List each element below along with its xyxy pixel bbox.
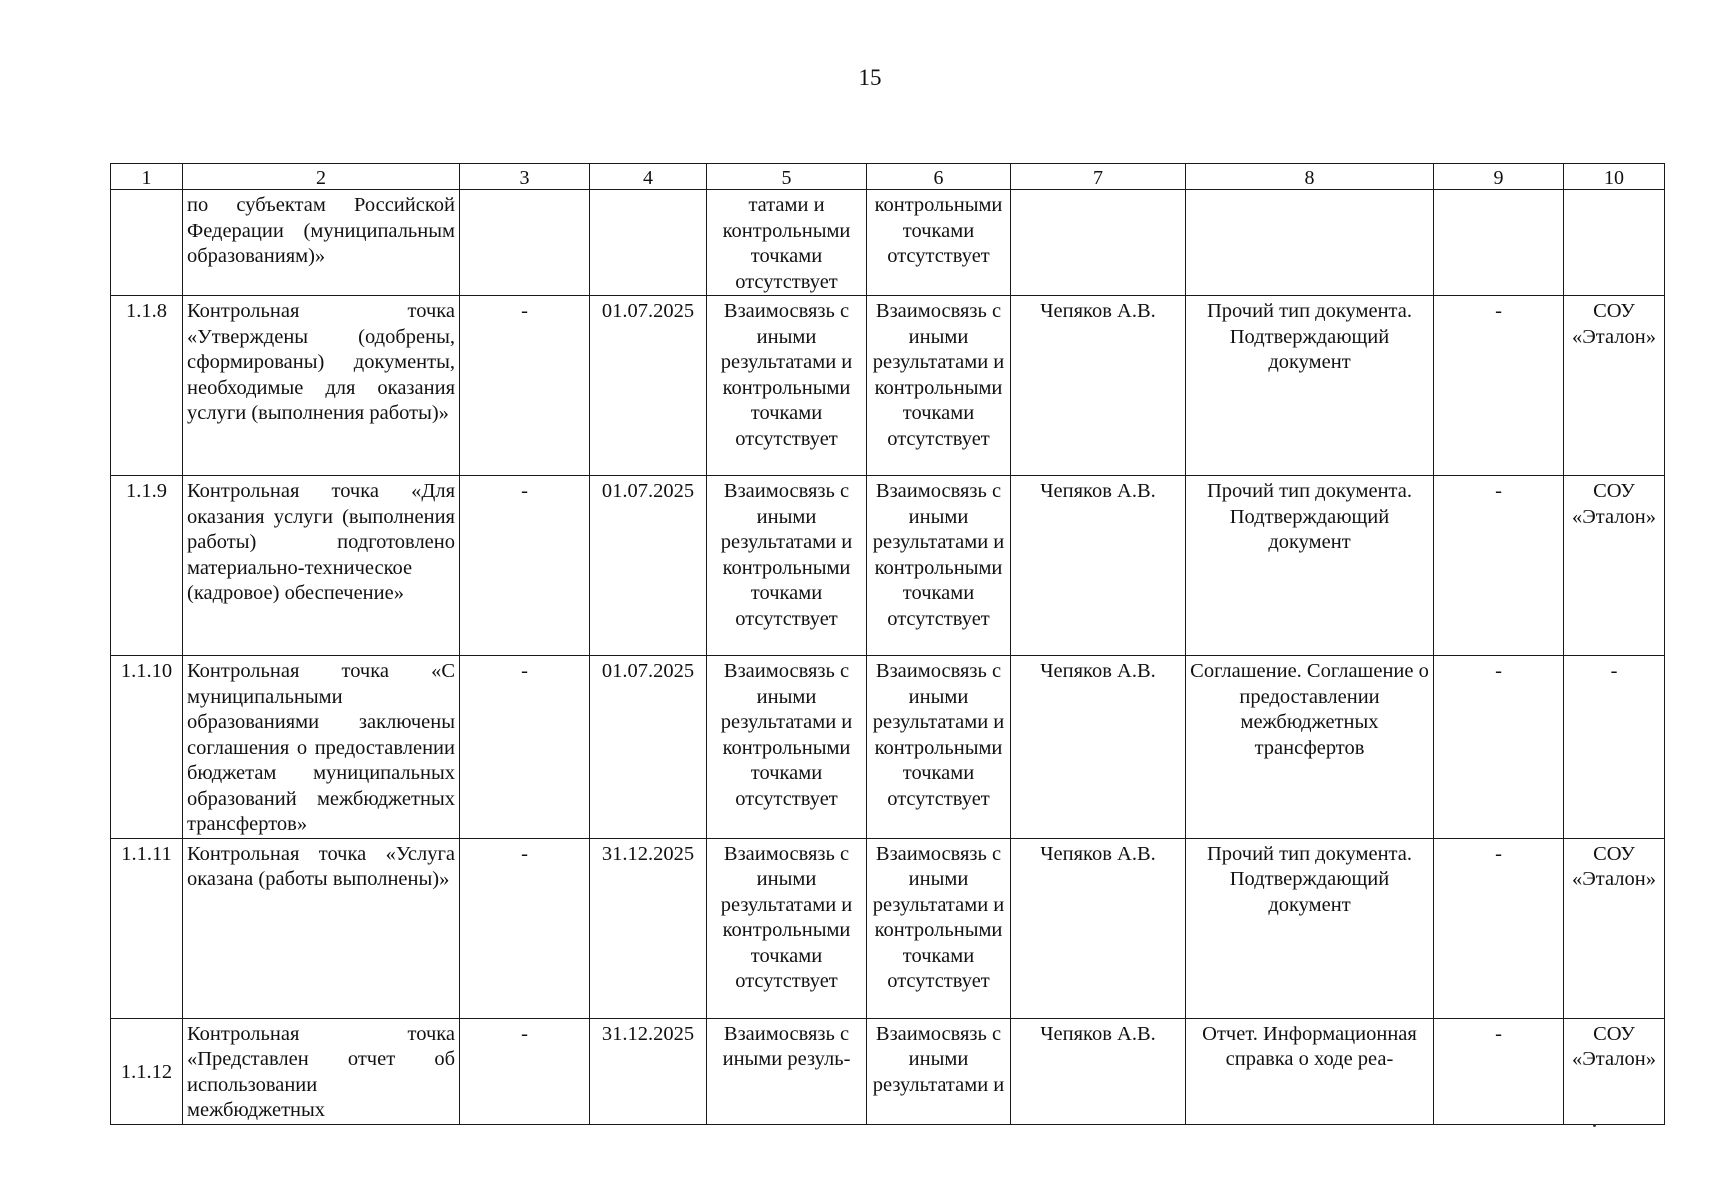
row-number: 1.1.10 [111,656,183,839]
column-5-value: Взаимосвязь с иными результатами и контрольными точками отсутствует [707,838,867,1018]
document-type [1186,190,1434,296]
checkpoint-name: Контрольная точка «С муниципальными образованиями заключены соглашения о предоставлении бюджетам муниципальных образований межбюджетных трансфертов» [183,656,460,839]
column-9-value [1434,190,1564,296]
information-system: - [1564,656,1665,839]
due-date: 01.07.2025 [590,656,707,839]
document-type: Отчет. Информационная справка о ходе реа- [1186,1018,1434,1124]
responsible-person: Чепяков А.В. [1011,656,1186,839]
document-type: Прочий тип документа. Подтверждающий документ [1186,476,1434,656]
plan-table [110,163,1665,1125]
due-date [590,190,707,296]
column-number-header: 9 [1434,164,1564,190]
column-5-value: Взаимосвязь с иными результатами и контрольными точками отсутствует [707,656,867,839]
column-5-value: Взаимосвязь с иными результатами и контрольными точками отсутствует [707,296,867,476]
column-9-value: - [1434,838,1564,1018]
table-header-row [111,164,1665,190]
column-number-header: 1 [111,164,183,190]
column-number-header: 8 [1186,164,1434,190]
column-6-value: контрольными точками отсутствует [867,190,1011,296]
document-type: Прочий тип документа. Подтверждающий документ [1186,838,1434,1018]
column-5-value: Взаимосвязь с иными результатами и контрольными точками отсутствует [707,476,867,656]
column-9-value: - [1434,656,1564,839]
table-row [111,296,1665,476]
responsible-person: Чепяков А.В. [1011,476,1186,656]
column-6-value: Взаимосвязь с иными результатами и контрольными точками отсутствует [867,656,1011,839]
row-number: 1.1.9 [111,476,183,656]
information-system: СОУ «Эталон» [1564,296,1665,476]
information-system: СОУ «Эталон» [1564,476,1665,656]
document-type: Прочий тип документа. Подтверждающий документ [1186,296,1434,476]
row-number: 1.1.11 [111,838,183,1018]
column-number-header: 4 [590,164,707,190]
column-5-value: татами и контрольными точками отсутствует [707,190,867,296]
checkpoint-name: Контрольная точка «Для оказания услуги (выполнения работы) подготовлено материально-техническое (кадровое) обеспечение» [183,476,460,656]
column-9-value: - [1434,296,1564,476]
column-9-value: - [1434,1018,1564,1124]
scan-dot-mark [1593,1124,1596,1127]
column-number-header: 10 [1564,164,1665,190]
column-3-value: - [460,1018,590,1124]
column-3-value: - [460,296,590,476]
information-system: СОУ «Эталон» [1564,838,1665,1018]
checkpoint-name: Контрольная точка «Представлен отчет об использовании межбюджетных [183,1018,460,1124]
due-date: 01.07.2025 [590,476,707,656]
table-row [111,476,1665,656]
table-row [111,1018,1665,1124]
column-6-value: Взаимосвязь с иными результатами и контрольными точками отсутствует [867,476,1011,656]
column-number-header: 6 [867,164,1011,190]
document-type: Соглашение. Соглашение о предоставлении межбюджетных трансфертов [1186,656,1434,839]
checkpoint-name: по субъектам Российской Федерации (муниципальным образованиям)» [183,190,460,296]
column-3-value: - [460,838,590,1018]
checkpoint-name: Контрольная точка «Утверждены (одобрены, сформированы) документы, необходимые для оказания услуги (выполнения работы)» [183,296,460,476]
column-number-header: 7 [1011,164,1186,190]
responsible-person: Чепяков А.В. [1011,296,1186,476]
column-3-value: - [460,656,590,839]
column-number-header: 3 [460,164,590,190]
column-5-value: Взаимосвязь с иными резуль- [707,1018,867,1124]
information-system [1564,190,1665,296]
due-date: 01.07.2025 [590,296,707,476]
checkpoint-name: Контрольная точка «Услуга оказана (работы выполнены)» [183,838,460,1018]
table-row [111,656,1665,839]
table-row [111,838,1665,1018]
page-number: 15 [858,65,882,90]
table-row [111,190,1665,296]
responsible-person: Чепяков А.В. [1011,1018,1186,1124]
due-date: 31.12.2025 [590,838,707,1018]
column-6-value: Взаимосвязь с иными результатами и контрольными точками отсутствует [867,838,1011,1018]
column-6-value: Взаимосвязь с иными результатами и контрольными точками отсутствует [867,296,1011,476]
column-number-header: 5 [707,164,867,190]
column-number-header: 2 [183,164,460,190]
row-number: 1.1.8 [111,296,183,476]
responsible-person [1011,190,1186,296]
information-system: СОУ «Эталон» [1564,1018,1665,1124]
row-number: 1.1.12 [111,1018,183,1124]
column-3-value [460,190,590,296]
column-6-value: Взаимосвязь с иными результатами и [867,1018,1011,1124]
column-9-value: - [1434,476,1564,656]
due-date: 31.12.2025 [590,1018,707,1124]
column-3-value: - [460,476,590,656]
row-number [111,190,183,296]
responsible-person: Чепяков А.В. [1011,838,1186,1018]
